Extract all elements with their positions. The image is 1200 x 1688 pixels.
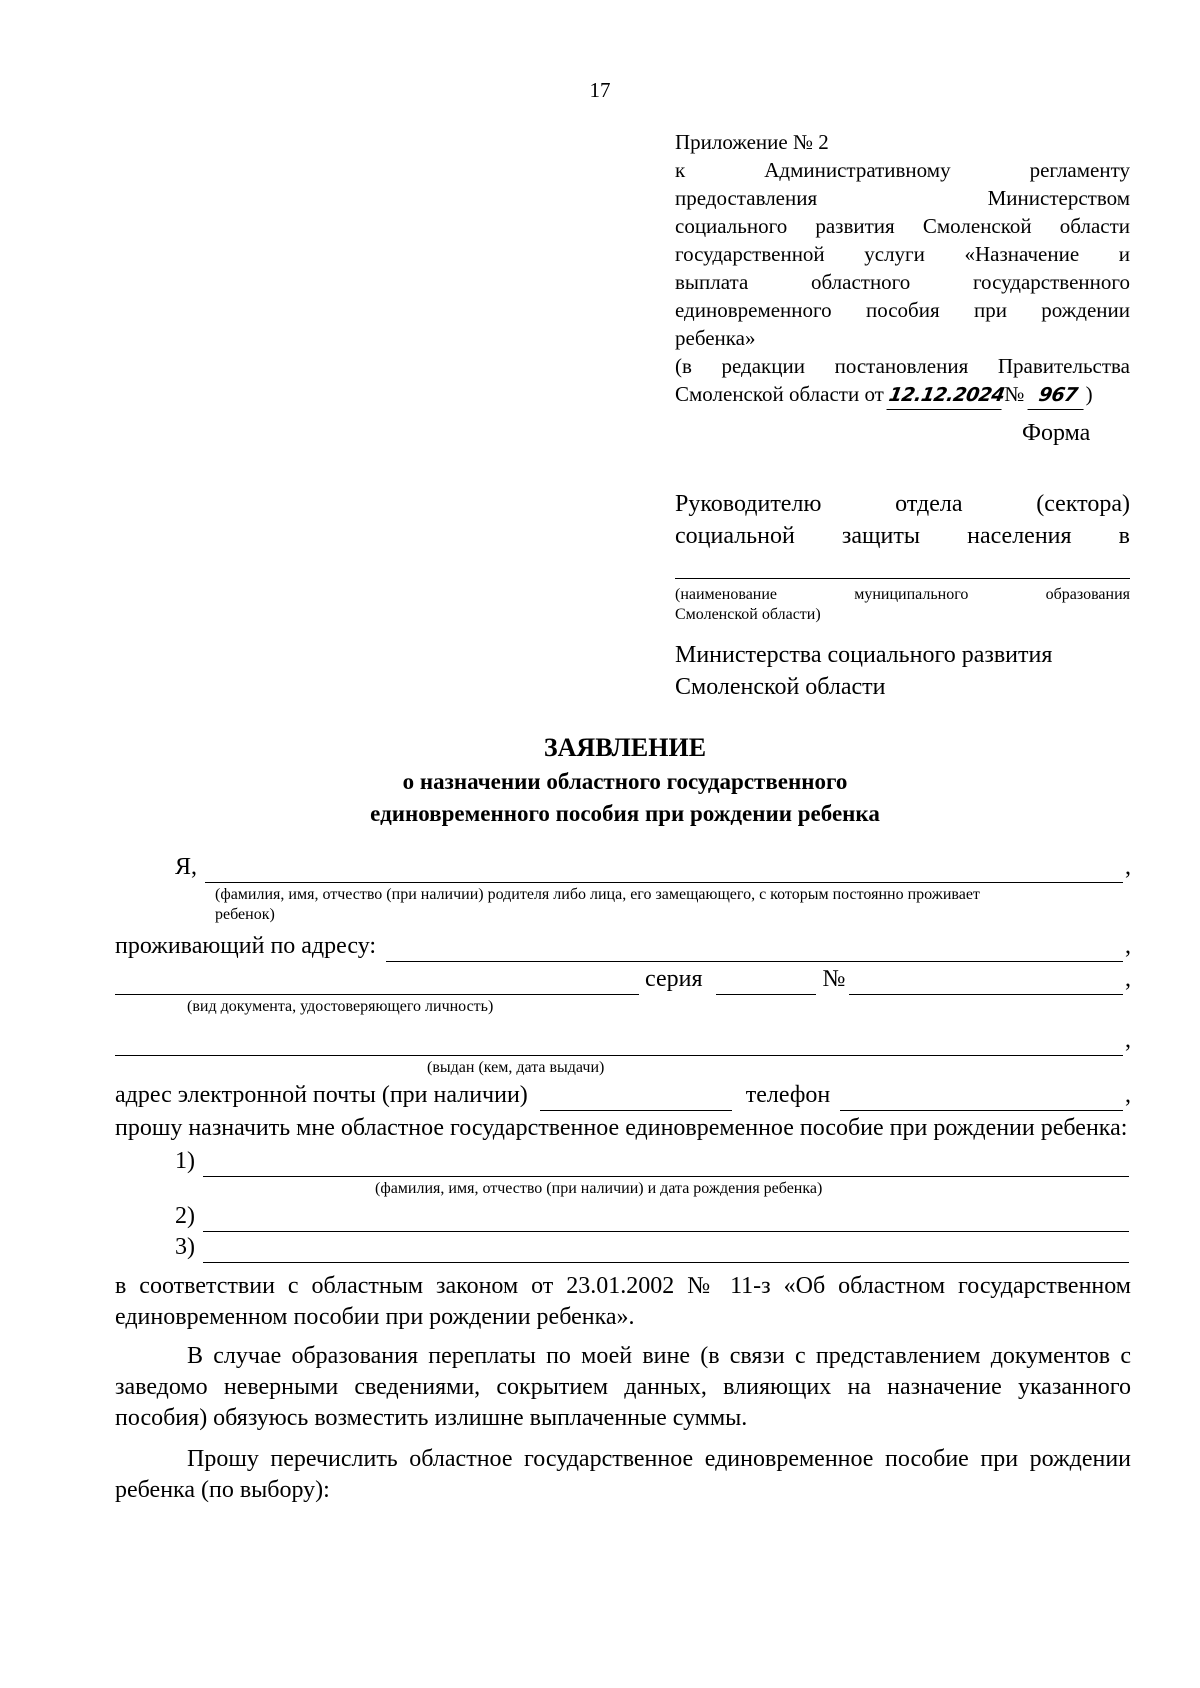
appendix-block: [675, 128, 1130, 410]
child-row-3: [115, 1232, 1131, 1263]
series-label: серия: [645, 966, 703, 992]
issued-row: [115, 1025, 1131, 1056]
child-number: 3): [175, 1234, 195, 1260]
number-sign: №: [1004, 382, 1025, 406]
address-label: проживающий по адресу:: [115, 933, 377, 959]
email-label: адрес электронной почты (при наличии): [115, 1082, 528, 1108]
ministry-name: [675, 639, 1130, 703]
applicant-row: [115, 852, 1131, 883]
appendix-line: предоставления Министерством: [675, 186, 1130, 210]
address-field[interactable]: [386, 939, 1123, 962]
amendment-suffix: ): [1085, 382, 1093, 406]
child-number: 1): [175, 1148, 195, 1174]
address-row: [115, 931, 1131, 962]
child-1-field[interactable]: [203, 1154, 1129, 1177]
appendix-line: к Административному регламенту: [675, 158, 1130, 182]
child-number: 2): [175, 1203, 195, 1229]
request-paragraph: прошу назначить мне областное государственное единовременное пособие при рождении ребенка:: [115, 1115, 1128, 1141]
comma: ,: [1125, 854, 1131, 880]
appendix-line: выплата областного государственного: [675, 270, 1130, 294]
caption-line: (наименование муниципального образования: [675, 586, 1130, 603]
document-subtitle: о назначении областного государственного: [402, 769, 848, 794]
appendix-line: государственной услуги «Назначение и: [675, 242, 1130, 266]
page-number: 17: [589, 78, 611, 102]
handwritten-number: 967: [1027, 381, 1088, 410]
appendix-title: Приложение № 2: [675, 130, 829, 154]
ministry-line: Министерства социального развития: [675, 642, 1053, 668]
child-3-field[interactable]: [203, 1240, 1129, 1263]
document-heading: [0, 730, 1200, 830]
handwritten-date: 12.12.2024: [887, 381, 1007, 410]
appendix-line: единовременного пособия при рождении: [675, 298, 1130, 322]
comma: ,: [1125, 1082, 1131, 1108]
appendix-line: социального развития Смоленской области: [675, 214, 1130, 238]
addressee-line: Руководителю отдела (сектора): [675, 491, 1130, 517]
comma: ,: [1125, 966, 1131, 992]
ministry-line: Смоленской области: [675, 674, 886, 700]
addressee-line: социальной защиты населения в: [675, 523, 1130, 549]
document-title: ЗАЯВЛЕНИЕ: [543, 733, 707, 762]
child-row-1: [115, 1146, 1131, 1177]
comma: ,: [1125, 1027, 1131, 1053]
document-number-field[interactable]: [849, 972, 1123, 995]
document-caption: (вид документа, удостоверяющего личность): [187, 998, 494, 1015]
appendix-line: ребенка»: [675, 326, 756, 350]
i-label: Я,: [175, 854, 198, 880]
number-label: №: [822, 966, 846, 992]
transfer-paragraph: Прошу перечислить областное государственное единовременное пособие при рождении ребенка (по выбору):: [115, 1446, 1131, 1503]
caption-line: Смоленской области): [675, 606, 821, 623]
municipality-caption: [675, 585, 1130, 625]
applicant-caption: (фамилия, имя, отчество (при наличии) родителя либо лица, его замещающего, с которым постоянно проживает ребенок): [215, 886, 980, 923]
form-label: Форма: [1022, 420, 1091, 446]
document-subtitle: единовременного пособия при рождении ребенка: [370, 801, 880, 826]
email-field[interactable]: [540, 1088, 732, 1111]
comma: ,: [1125, 933, 1131, 959]
law-paragraph: в соответствии с областным законом от 23.01.2002 № 11-з «Об областном государственном единовременном пособии при рождении ребенка».: [115, 1273, 1131, 1330]
application-body: [115, 852, 1131, 1506]
child-row-2: [115, 1201, 1131, 1232]
document-row: [115, 964, 1131, 995]
overpayment-paragraph: В случае образования переплаты по моей вине (в связи с представлением документов с заведомо неверными сведениями, сокрытием данных, влияющих на назначение указанного пособия) обязуюсь возместить излишне выплаченные суммы.: [115, 1343, 1131, 1431]
series-field[interactable]: [716, 972, 816, 995]
issued-caption: (выдан (кем, дата выдачи): [427, 1059, 605, 1076]
amendment-line: [675, 380, 1130, 410]
applicant-name-field[interactable]: [205, 860, 1123, 883]
appendix-line: (в редакции постановления Правительства: [675, 354, 1130, 378]
document-type-field[interactable]: [115, 972, 639, 995]
issued-field[interactable]: [115, 1033, 1123, 1056]
amendment-prefix: Смоленской области от: [675, 382, 884, 406]
phone-field[interactable]: [840, 1088, 1123, 1111]
addressee-block: [675, 488, 1130, 703]
municipality-blank[interactable]: [675, 558, 1130, 579]
child-caption: (фамилия, имя, отчество (при наличии) и дата рождения ребенка): [375, 1180, 823, 1197]
phone-label: телефон: [745, 1082, 831, 1108]
child-2-field[interactable]: [203, 1209, 1129, 1232]
contact-row: [115, 1080, 1131, 1111]
